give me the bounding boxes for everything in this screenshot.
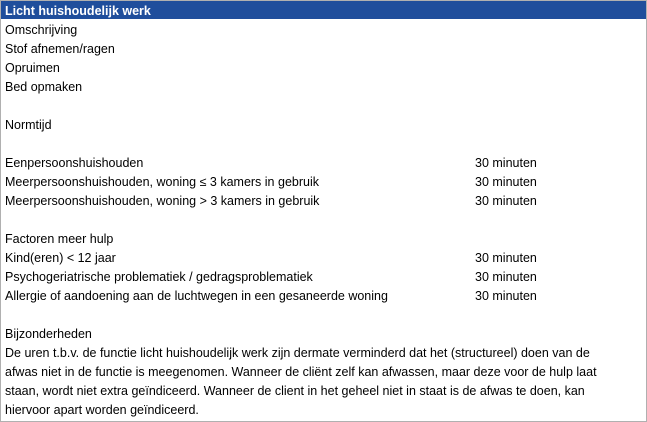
spacer	[5, 306, 642, 325]
spacer	[5, 135, 642, 154]
norm-row	[5, 192, 642, 211]
description-item: Opruimen	[5, 61, 60, 75]
particulars-heading: Bijzonderheden	[5, 327, 92, 341]
factor-row-value: 30 minuten	[475, 251, 537, 265]
factor-row-label: Kind(eren) < 12 jaar	[5, 251, 116, 265]
description-item: Stof afnemen/ragen	[5, 42, 115, 56]
norm-row-value: 30 minuten	[475, 194, 537, 208]
norm-row-value: 30 minuten	[475, 175, 537, 189]
description-heading: Omschrijving	[5, 23, 78, 37]
factors-heading: Factoren meer hulp	[5, 232, 114, 246]
norm-row	[5, 173, 642, 192]
norm-row	[5, 154, 642, 173]
normtijd-heading: Normtijd	[5, 118, 52, 132]
particulars-text: De uren t.b.v. de functie licht huishoudelijk werk zijn dermate verminderd dat het (structureel) doen van de afwas niet in de functie is meegenomen. Wanneer de cliënt zelf kan afwassen, maar deze voor de hulp laat staan, wordt niet extra geïndiceerd. Wanneer de client in het geheel niet in staat is de afwas te doen, kan hiervoor apart worden geïndiceerd.	[5, 346, 597, 417]
spacer	[5, 97, 642, 116]
norm-row-label: Meerpersoonshuishouden, woning > 3 kamers in gebruik	[5, 194, 320, 208]
factor-row-label: Allergie of aandoening aan de luchtwegen in een gesaneerde woning	[5, 289, 388, 303]
document-body	[1, 19, 646, 420]
factor-row	[5, 249, 642, 268]
description-item: Bed opmaken	[5, 80, 83, 94]
factor-row-label: Psychogeriatrische problematiek / gedragsproblematiek	[5, 270, 313, 284]
factor-row	[5, 268, 642, 287]
page-title: Licht huishoudelijk werk	[1, 1, 646, 19]
norm-row-label: Meerpersoonshuishouden, woning ≤ 3 kamers in gebruik	[5, 175, 319, 189]
norm-row-value: 30 minuten	[475, 156, 537, 170]
factor-row	[5, 287, 642, 306]
factor-row-value: 30 minuten	[475, 270, 537, 284]
spacer	[5, 211, 642, 230]
norm-row-label: Eenpersoonshuishouden	[5, 156, 144, 170]
factor-row-value: 30 minuten	[475, 289, 537, 303]
